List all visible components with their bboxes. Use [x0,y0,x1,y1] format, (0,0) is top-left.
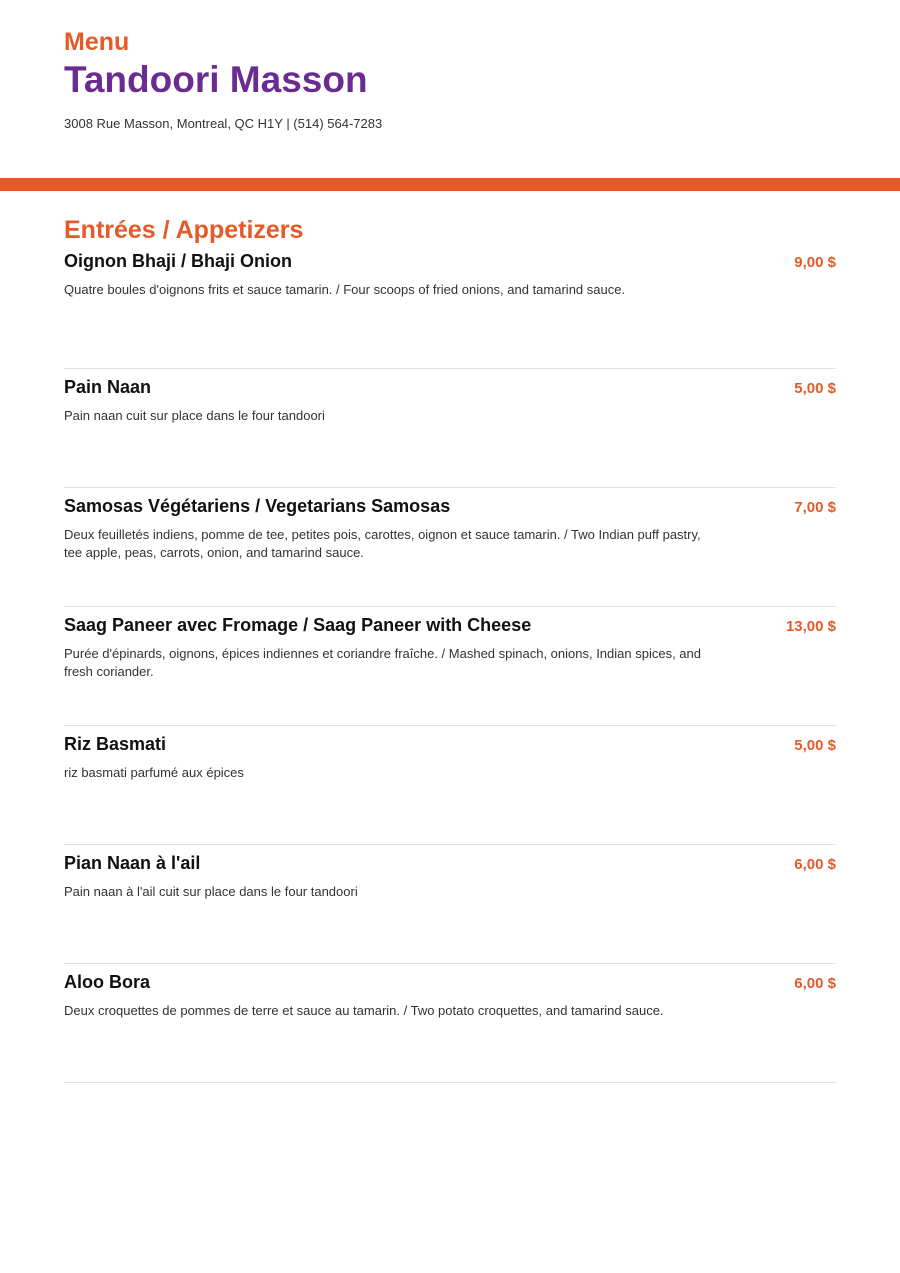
menu-item-price: 13,00 $ [785,618,836,635]
menu-item-price: 6,00 $ [794,975,836,992]
section-title: Entrées / Appetizers [64,216,304,244]
restaurant-name: Tandoori Masson [64,59,368,100]
menu-item-description: riz basmati parfumé aux épices [64,765,244,780]
menu-item-price: 5,00 $ [794,737,836,754]
menu-item-description: Deux croquettes de pommes de terre et sauce au tamarin. / Two potato croquettes, and tamarind sauce. [64,1003,664,1018]
menu-header [64,28,836,132]
menu-item [64,964,836,1083]
menu-item [64,369,836,488]
menu-item-name: Riz Basmati [64,734,167,754]
menu-item [64,726,836,845]
menu-item-list [64,250,836,1083]
menu-label: Menu [64,28,130,56]
menu-item [64,845,836,964]
menu-item-description: Pain naan à l'ail cuit sur place dans le four tandoori [64,884,358,899]
menu-item [64,488,836,607]
menu-item-price: 6,00 $ [794,856,836,873]
menu-item-price: 5,00 $ [794,380,836,397]
restaurant-address: 3008 Rue Masson, Montreal, QC H1Y | (514) 564-7283 [64,116,383,131]
menu-item-name: Pain Naan [64,377,152,397]
menu-item [64,250,836,369]
accent-divider-bar [0,178,900,191]
menu-item-description: Purée d'épinards, oignons, épices indiennes et coriandre fraîche. / Mashed spinach, onions, Indian spices, and fresh coriander. [64,646,701,679]
appetizers-section [64,214,836,1083]
menu-item-description: Pain naan cuit sur place dans le four tandoori [64,408,325,423]
menu-item-name: Saag Paneer avec Fromage / Saag Paneer with Cheese [64,615,532,635]
menu-item [64,607,836,726]
menu-item-price: 9,00 $ [794,254,836,271]
menu-item-name: Samosas Végétariens / Vegetarians Samosas [64,496,451,516]
menu-item-name: Aloo Bora [64,972,151,992]
menu-item-description: Deux feuilletés indiens, pomme de tee, petites pois, carottes, oignon et sauce tamarin. / Two Indian puff pastry, tee apple, peas, carrots, onion, and tamarind sauce. [64,527,701,560]
menu-item-name: Oignon Bhaji / Bhaji Onion [64,251,292,271]
menu-item-price: 7,00 $ [794,499,836,516]
menu-item-description: Quatre boules d'oignons frits et sauce tamarin. / Four scoops of fried onions, and tamarind sauce. [64,282,626,297]
menu-item-name: Pian Naan à l'ail [64,853,201,873]
